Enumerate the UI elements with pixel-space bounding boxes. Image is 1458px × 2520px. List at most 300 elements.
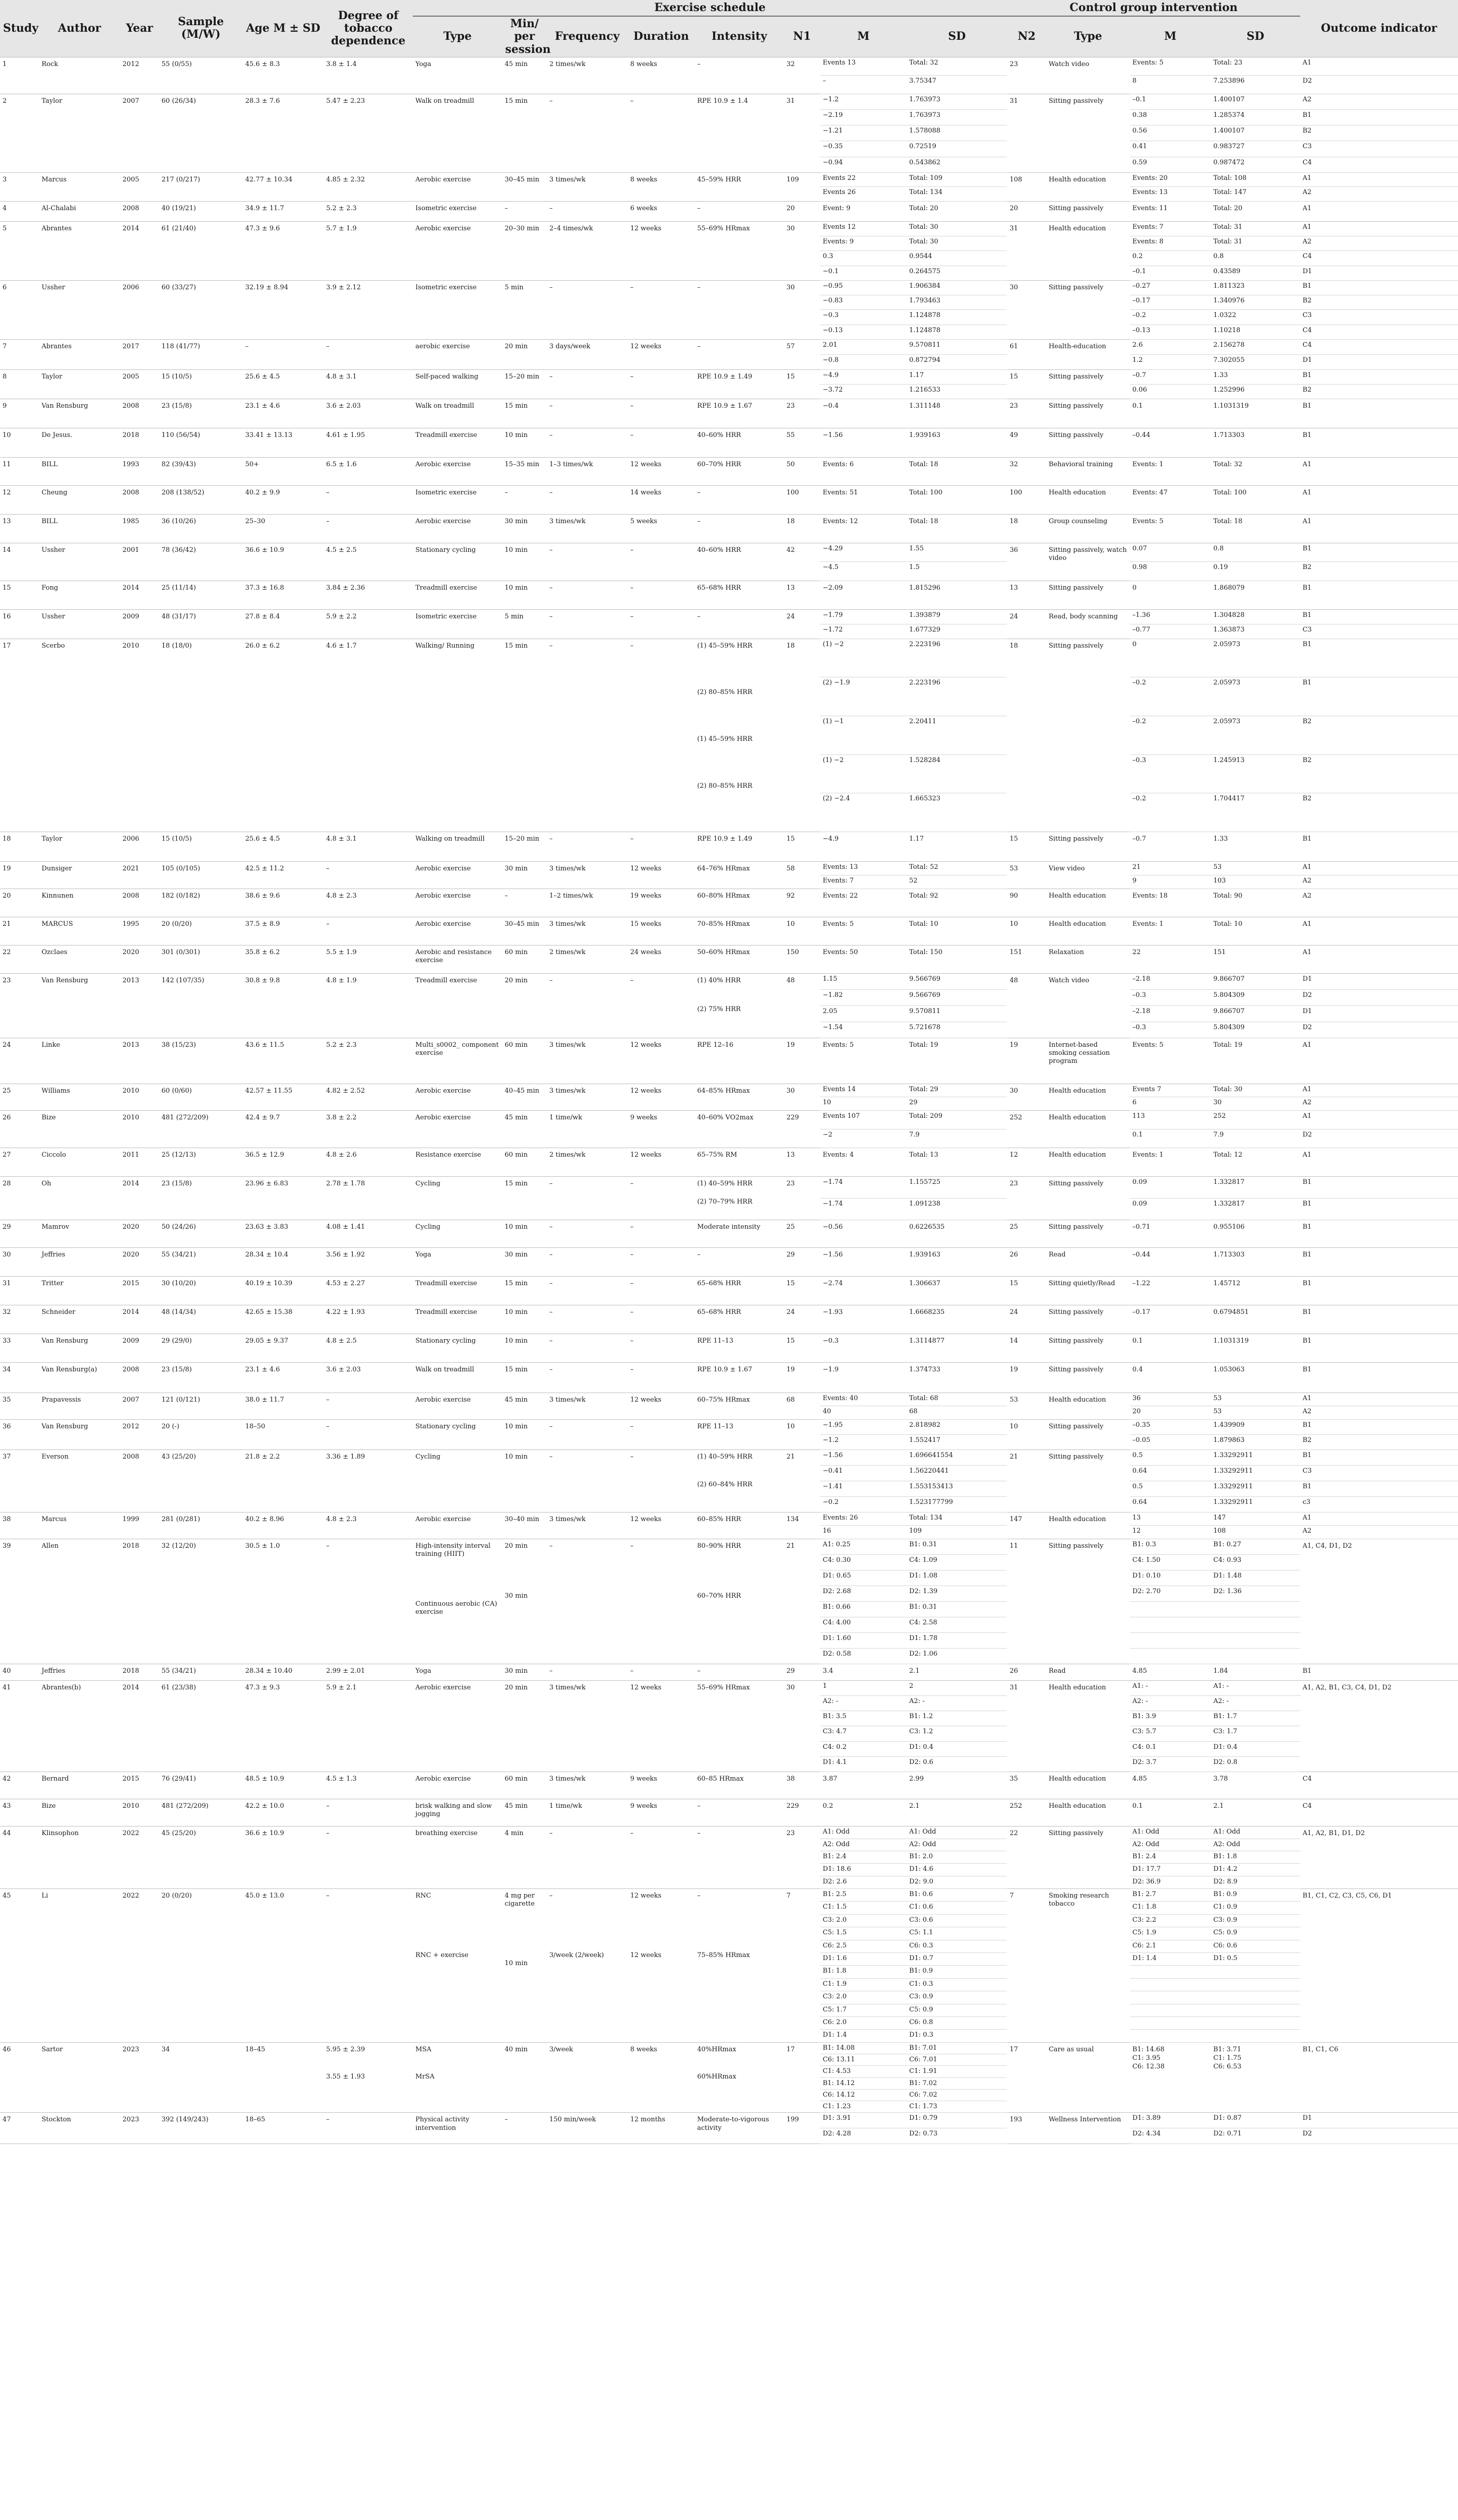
table-cell: Total: 19 <box>1211 1038 1300 1084</box>
table-cell: 1 time/wk <box>547 1799 628 1826</box>
table-cell: – <box>547 1334 628 1362</box>
table-cell: D1: 4.1 <box>820 1756 907 1772</box>
table-cell: 0.2 <box>1130 251 1211 266</box>
table-cell: Physical activity intervention <box>413 2113 502 2144</box>
cell-line: 20 min <box>504 1542 528 1550</box>
table-cell: 2.05973 <box>1211 716 1300 755</box>
table-row <box>0 543 1458 562</box>
table-cell: – <box>820 76 907 94</box>
table-row <box>0 946 1458 974</box>
table-cell: 0 <box>1130 639 1211 677</box>
cell-line: RNC + exercise <box>415 1951 469 1959</box>
table-cell: 2006 <box>120 832 159 862</box>
table-row <box>0 974 1458 990</box>
table-cell: Total: 32 <box>1211 457 1300 485</box>
table-cell: –0.71 <box>1130 1220 1211 1247</box>
cell-line <box>1213 2080 1297 2089</box>
table-cell: 6 weeks <box>628 201 695 221</box>
table-cell: Events 14 <box>820 1084 907 1097</box>
table-cell: A1 <box>1300 485 1458 514</box>
table-cell: 35 <box>1007 1772 1046 1799</box>
table-cell: 2020 <box>120 946 159 974</box>
table-cell: 36.5 ± 12.9 <box>243 1148 324 1176</box>
table-cell: 0.09 <box>1130 1198 1211 1220</box>
table-cell: A1 <box>1300 1148 1458 1176</box>
table-cell: Aerobic exercise <box>413 457 502 485</box>
column-header: Author <box>39 0 120 57</box>
table-cell: 32 <box>784 57 820 94</box>
table-cell: C5: 0.9 <box>1211 1927 1300 1940</box>
table-cell: – <box>628 1334 695 1362</box>
table-cell: 45 min <box>502 1110 547 1148</box>
table-cell: 21 <box>1007 1450 1046 1512</box>
table-cell: – <box>628 428 695 457</box>
table-cell: 0.72519 <box>907 141 1007 157</box>
table-cell: Taylor <box>39 369 120 399</box>
table-cell: 26 <box>1007 1247 1046 1276</box>
table-cell: 11 <box>0 457 39 485</box>
table-cell <box>1211 1648 1300 1664</box>
column-header: M <box>820 16 907 57</box>
table-cell: 103 <box>1211 875 1300 889</box>
table-cell: 17 <box>1007 2042 1046 2113</box>
table-cell: 199 <box>784 2113 820 2144</box>
table-cell: Aerobic exercise <box>413 1393 502 1419</box>
table-cell: C4: 2.58 <box>907 1617 1007 1632</box>
table-cell: – <box>628 369 695 399</box>
table-cell: 2.6 <box>1130 339 1211 354</box>
table-cell: (1) −2 <box>820 639 907 677</box>
table-cell: 45 (25/20) <box>159 1826 243 1888</box>
table-cell: A1: 0.25 <box>820 1539 907 1554</box>
table-cell: 30 <box>1007 280 1046 339</box>
table-cell: Event: 9 <box>820 201 907 221</box>
table-cell: 1.552417 <box>907 1434 1007 1450</box>
table-cell: −0.95 <box>820 280 907 295</box>
table-cell: A2: - <box>1211 1696 1300 1711</box>
table-cell: 2015 <box>120 1772 159 1799</box>
table-cell: C6: 13.11 <box>820 2054 907 2066</box>
table-cell: 82 (39/43) <box>159 457 243 485</box>
table-cell: –0.2 <box>1130 793 1211 832</box>
table-cell: 1.124878 <box>907 310 1007 325</box>
table-cell: Total: 10 <box>907 917 1007 946</box>
table-cell: A2 <box>1300 889 1458 917</box>
table-cell: C6: 2.1 <box>1130 1940 1211 1952</box>
table-cell: 1.5 <box>907 562 1007 581</box>
table-cell: 2 times/wk <box>547 57 628 94</box>
table-cell: Walk on treadmill <box>413 94 502 172</box>
table-cell: D1: 1.60 <box>820 1632 907 1648</box>
table-cell: A1 <box>1300 946 1458 974</box>
table-cell: 1.33 <box>1211 369 1300 384</box>
table-cell: 25 <box>0 1084 39 1110</box>
table-cell: – <box>694 485 784 514</box>
table-cell: 118 (41/77) <box>159 339 243 369</box>
table-cell: 24 <box>0 1038 39 1084</box>
table-cell: 42.77 ± 10.34 <box>243 172 324 201</box>
table-cell: (1) −1 <box>820 716 907 755</box>
table-cell: – <box>547 1220 628 1247</box>
table-cell: – <box>694 1826 784 1888</box>
table-cell: B1 <box>1300 1198 1458 1220</box>
cell-line: 3.55 ± 1.93 <box>326 2073 365 2081</box>
table-cell: Total: 18 <box>1211 514 1300 543</box>
table-cell: –0.13 <box>1130 325 1211 339</box>
table-cell: – <box>547 543 628 581</box>
table-cell: 110 (56/54) <box>159 428 243 457</box>
table-cell: 1.939163 <box>907 1247 1007 1276</box>
table-cell <box>1211 1991 1300 2004</box>
table-cell: 1.665323 <box>907 793 1007 832</box>
table-cell: 2.78 ± 1.78 <box>324 1176 413 1220</box>
table-cell: 1.763973 <box>907 94 1007 109</box>
table-cell: – <box>628 399 695 428</box>
table-cell <box>1300 1539 1458 1664</box>
table-cell: 0.64 <box>1130 1496 1211 1512</box>
table-cell: Total: 100 <box>1211 485 1300 514</box>
table-cell: 2005 <box>120 369 159 399</box>
table-cell: 4.8 ± 2.6 <box>324 1148 413 1176</box>
table-cell: B1: 0.31 <box>907 1539 1007 1554</box>
table-cell: 47.3 ± 9.6 <box>243 221 324 280</box>
table-cell: C6: 0.8 <box>907 2017 1007 2029</box>
table-cell: 41 <box>0 1680 39 1772</box>
table-cell: 2.99 ± 2.01 <box>324 1664 413 1680</box>
table-cell: 5 min <box>502 609 547 639</box>
table-cell: D2 <box>1300 76 1458 94</box>
table-cell: 31 <box>1007 1680 1046 1772</box>
table-cell: 37.3 ± 16.8 <box>243 581 324 609</box>
table-cell: 68 <box>784 1393 820 1419</box>
table-cell: 60 min <box>502 1148 547 1176</box>
cell-line: C1: 3.95 <box>1132 2054 1161 2062</box>
table-cell: –0.35 <box>1130 1419 1211 1434</box>
table-cell: Events: 50 <box>820 946 907 974</box>
table-cell: D2: 4.34 <box>1130 2128 1211 2144</box>
table-cell: Events: 4 <box>820 1148 907 1176</box>
table-cell: 1.713303 <box>1211 428 1300 457</box>
table-cell: 2–4 times/wk <box>547 221 628 280</box>
table-cell: 3.6 ± 2.03 <box>324 399 413 428</box>
table-cell: Total: 147 <box>1211 187 1300 202</box>
table-cell: 38 <box>784 1772 820 1799</box>
column-header: M <box>1130 16 1211 57</box>
table-cell: – <box>547 1362 628 1393</box>
cell-line: A1, A2, B1, C3, C4, D1, D2 <box>1302 1683 1392 1691</box>
table-cell: 38 (15/23) <box>159 1038 243 1084</box>
table-cell: 30 <box>1211 1097 1300 1111</box>
cell-line: 40%HRmax <box>697 2045 736 2053</box>
table-cell: –0.2 <box>1130 310 1211 325</box>
table-cell: 281 (0/281) <box>159 1512 243 1539</box>
table-cell: B1: 0.31 <box>907 1601 1007 1617</box>
table-cell: C6: 2.0 <box>820 2017 907 2029</box>
table-cell: 1.155725 <box>907 1176 1007 1198</box>
table-cell: C5: 0.9 <box>907 2004 1007 2017</box>
column-header: SD <box>1211 16 1300 57</box>
table-cell: 23 (15/8) <box>159 399 243 428</box>
table-cell: Aerobic exercise <box>413 862 502 889</box>
table-cell: – <box>324 2113 413 2144</box>
cell-line: C6: 12.38 <box>1132 2062 1165 2070</box>
table-cell: – <box>547 485 628 514</box>
table-cell: C6: 14.12 <box>820 2089 907 2101</box>
table-cell: – <box>547 1826 628 1888</box>
table-cell: BILL <box>39 514 120 543</box>
table-cell: 40 <box>820 1406 907 1420</box>
table-cell: 1.332817 <box>1211 1198 1300 1220</box>
table-cell: 60–85 HRmax <box>694 1772 784 1799</box>
table-cell <box>694 1888 784 2042</box>
table-cell: – <box>694 514 784 543</box>
table-cell: D1: 0.7 <box>907 1952 1007 1965</box>
table-cell: 2.818982 <box>907 1419 1007 1434</box>
table-cell: 4.8 ± 1.9 <box>324 974 413 1038</box>
table-cell: B1: 0.9 <box>907 1966 1007 1978</box>
table-cell: 12 months <box>628 2113 695 2144</box>
table-cell: Ussher <box>39 543 120 581</box>
table-cell: 1–2 times/wk <box>547 889 628 917</box>
table-cell: 23 (15/8) <box>159 1362 243 1393</box>
table-cell: C5: 1.5 <box>820 1927 907 1940</box>
table-cell: 6 <box>0 280 39 339</box>
table-cell: 2023 <box>120 2042 159 2113</box>
table-cell: Events: 1 <box>1130 1148 1211 1176</box>
table-cell: 22 <box>1130 946 1211 974</box>
table-cell: −1.2 <box>820 1434 907 1450</box>
table-cell: B1: 14.12 <box>820 2077 907 2089</box>
table-cell: – <box>628 581 695 609</box>
table-cell: B2 <box>1300 295 1458 310</box>
table-cell: 9.866707 <box>1211 974 1300 990</box>
table-cell <box>1130 1601 1211 1617</box>
table-cell: – <box>694 1664 784 1680</box>
table-cell: c3 <box>1300 1496 1458 1512</box>
table-cell: 1.56220441 <box>907 1465 1007 1481</box>
table-row <box>0 369 1458 384</box>
table-row <box>0 862 1458 875</box>
table-cell: 4.53 ± 2.27 <box>324 1276 413 1305</box>
column-header: Frequency <box>547 16 628 57</box>
table-cell: Events: 9 <box>820 236 907 251</box>
table-row <box>0 581 1458 609</box>
table-row <box>0 1664 1458 1680</box>
table-cell: −4.29 <box>820 543 907 562</box>
table-cell: 18 <box>0 832 39 862</box>
table-cell: Aerobic exercise <box>413 889 502 917</box>
table-cell: Total: 31 <box>1211 221 1300 236</box>
table-cell: 38.0 ± 11.7 <box>243 1393 324 1419</box>
table-cell <box>1211 2030 1300 2042</box>
table-cell: 2009 <box>120 609 159 639</box>
table-cell: C4: 0.30 <box>820 1554 907 1570</box>
table-cell: C1: 0.9 <box>1211 1902 1300 1914</box>
table-cell: 65–68% HRR <box>694 581 784 609</box>
table-cell: Jeffries <box>39 1664 120 1680</box>
table-cell: Events: 13 <box>820 862 907 875</box>
table-cell: Events: 26 <box>820 1512 907 1526</box>
table-cell: A2 <box>1300 1097 1458 1111</box>
table-cell: 1.1031319 <box>1211 1334 1300 1362</box>
table-cell: A2 <box>1300 94 1458 109</box>
table-cell <box>1130 2042 1211 2113</box>
table-cell: 12 <box>1007 1148 1046 1176</box>
table-cell: Health education <box>1046 1512 1130 1539</box>
table-cell: 12 weeks <box>628 1393 695 1419</box>
table-cell: 0.543862 <box>907 157 1007 172</box>
cell-line: 3/week (2/week) <box>549 1951 604 1959</box>
table-cell: 134 <box>784 1512 820 1539</box>
table-cell: C6: 7.01 <box>907 2054 1007 2066</box>
table-cell: 17 <box>0 639 39 832</box>
table-cell: Abrantes <box>39 339 120 369</box>
table-row <box>0 1888 1458 1901</box>
table-cell: C6: 0.3 <box>907 1940 1007 1952</box>
table-cell: B1 <box>1300 609 1458 624</box>
table-cell: 0.06 <box>1130 384 1211 399</box>
table-row <box>0 1512 1458 1526</box>
table-cell: B1 <box>1300 639 1458 677</box>
table-row <box>0 2113 1458 2128</box>
table-cell: 61 (21/40) <box>159 221 243 280</box>
table-cell: D1: 0.65 <box>820 1570 907 1586</box>
table-cell: 26 <box>1007 1664 1046 1680</box>
table-cell: 4.85 <box>1130 1664 1211 1680</box>
table-cell: 2010 <box>120 1799 159 1826</box>
table-cell: D2: 0.71 <box>1211 2128 1300 2144</box>
table-cell: 19 <box>784 1038 820 1084</box>
table-cell: 151 <box>1007 946 1046 974</box>
table-cell: D1 <box>1300 354 1458 369</box>
table-cell: Sitting passively <box>1046 428 1130 457</box>
table-cell: 45 <box>0 1888 39 2042</box>
table-cell: 0.6226535 <box>907 1220 1007 1247</box>
table-cell: –0.77 <box>1130 624 1211 639</box>
table-cell <box>1300 2042 1458 2113</box>
cell-line: MSA <box>415 2045 431 2053</box>
table-cell: 15 min <box>502 1176 547 1220</box>
table-cell <box>324 2042 413 2113</box>
table-cell: – <box>628 1276 695 1305</box>
table-cell: 40–45 min <box>502 1084 547 1110</box>
table-cell: C1: 1.23 <box>820 2101 907 2113</box>
table-cell: RPE 11–13 <box>694 1419 784 1450</box>
table-cell: Aerobic exercise <box>413 1084 502 1110</box>
table-cell: Events: 8 <box>1130 236 1211 251</box>
table-cell: De Jesus. <box>39 428 120 457</box>
table-cell: 2008 <box>120 1450 159 1512</box>
table-cell: 4.8 ± 3.1 <box>324 369 413 399</box>
table-cell: Sitting passively <box>1046 1450 1130 1512</box>
table-cell: C4 <box>1300 1772 1458 1799</box>
table-cell: 53 <box>1211 1393 1300 1406</box>
table-cell: A1 <box>1300 1393 1458 1406</box>
table-cell: A1 <box>1300 57 1458 76</box>
cell-line: B1, C1, C2, C3, C5, C6, D1 <box>1302 1892 1392 1900</box>
table-cell: −0.3 <box>820 310 907 325</box>
table-cell: 0.264575 <box>907 266 1007 280</box>
table-cell: Sartor <box>39 2042 120 2113</box>
table-cell: 0.2 <box>820 1799 907 1826</box>
table-cell: B1 <box>1300 1276 1458 1305</box>
table-cell: B1: 2.7 <box>1130 1888 1211 1901</box>
table-cell: 35.8 ± 6.2 <box>243 946 324 974</box>
table-cell: 40.2 ± 8.96 <box>243 1512 324 1539</box>
table-cell: 0.983727 <box>1211 141 1300 157</box>
table-cell: 1.252996 <box>1211 384 1300 399</box>
table-row <box>0 1362 1458 1393</box>
table-cell: 252 <box>1007 1799 1046 1826</box>
table-cell: 6.5 ± 1.6 <box>324 457 413 485</box>
table-cell: A1 <box>1300 172 1458 187</box>
table-cell: Events 22 <box>820 172 907 187</box>
table-cell: Events: 47 <box>1130 485 1211 514</box>
table-row <box>0 57 1458 76</box>
table-cell: 30–45 min <box>502 172 547 201</box>
table-cell: 0.8 <box>1211 251 1300 266</box>
table-cell: 23.1 ± 4.6 <box>243 399 324 428</box>
table-cell: 7.9 <box>907 1129 1007 1148</box>
table-cell: 37.5 ± 8.9 <box>243 917 324 946</box>
table-cell: Bize <box>39 1110 120 1148</box>
table-cell: 45 min <box>502 57 547 94</box>
column-header: Sample (M/W) <box>159 0 243 57</box>
table-cell: Moderate intensity <box>694 1220 784 1247</box>
table-cell: 9 weeks <box>628 1772 695 1799</box>
table-cell: B1: 0.9 <box>1211 1888 1300 1901</box>
table-cell: B1: 1.8 <box>820 1966 907 1978</box>
table-cell: C3: 2.0 <box>820 1914 907 1927</box>
table-cell: D2: 3.7 <box>1130 1756 1211 1772</box>
column-header: Study <box>0 0 39 57</box>
table-cell: Cycling <box>413 1176 502 1220</box>
table-cell: Health education <box>1046 172 1130 201</box>
table-cell: 1.311148 <box>907 399 1007 428</box>
table-cell: – <box>243 339 324 369</box>
table-row <box>0 1450 1458 1465</box>
table-cell: 147 <box>1007 1512 1046 1539</box>
table-cell: D2: 1.39 <box>907 1586 1007 1601</box>
table-cell <box>1130 2004 1211 2017</box>
table-cell: – <box>324 1419 413 1450</box>
table-cell: 4.5 ± 1.3 <box>324 1772 413 1799</box>
table-cell: 65–75% RM <box>694 1148 784 1176</box>
table-cell: C4: 0.93 <box>1211 1554 1300 1570</box>
table-cell: Events 13 <box>820 57 907 76</box>
table-cell: 1.332817 <box>1211 1176 1300 1198</box>
table-header <box>0 0 1458 57</box>
table-cell: Treadmill exercise <box>413 1305 502 1334</box>
table-cell: D2: 9.0 <box>907 1876 1007 1889</box>
table-cell: Stationary cycling <box>413 1334 502 1362</box>
table-cell: 1.523177799 <box>907 1496 1007 1512</box>
table-cell: 1.363873 <box>1211 624 1300 639</box>
table-cell: 113 <box>1130 1110 1211 1129</box>
table-cell: 2017 <box>120 339 159 369</box>
column-header: N1 <box>784 16 820 57</box>
table-cell: –0.2 <box>1130 677 1211 716</box>
table-cell: RPE 11–13 <box>694 1334 784 1362</box>
table-cell <box>1130 1648 1211 1664</box>
table-cell: 21 <box>0 917 39 946</box>
table-cell: Scerbo <box>39 639 120 832</box>
table-cell: B1: 3.9 <box>1130 1711 1211 1726</box>
table-cell: – <box>547 1419 628 1450</box>
table-cell: Li <box>39 1888 120 2042</box>
table-cell: −1.72 <box>820 624 907 639</box>
table-cell: Events: 1 <box>1130 917 1211 946</box>
